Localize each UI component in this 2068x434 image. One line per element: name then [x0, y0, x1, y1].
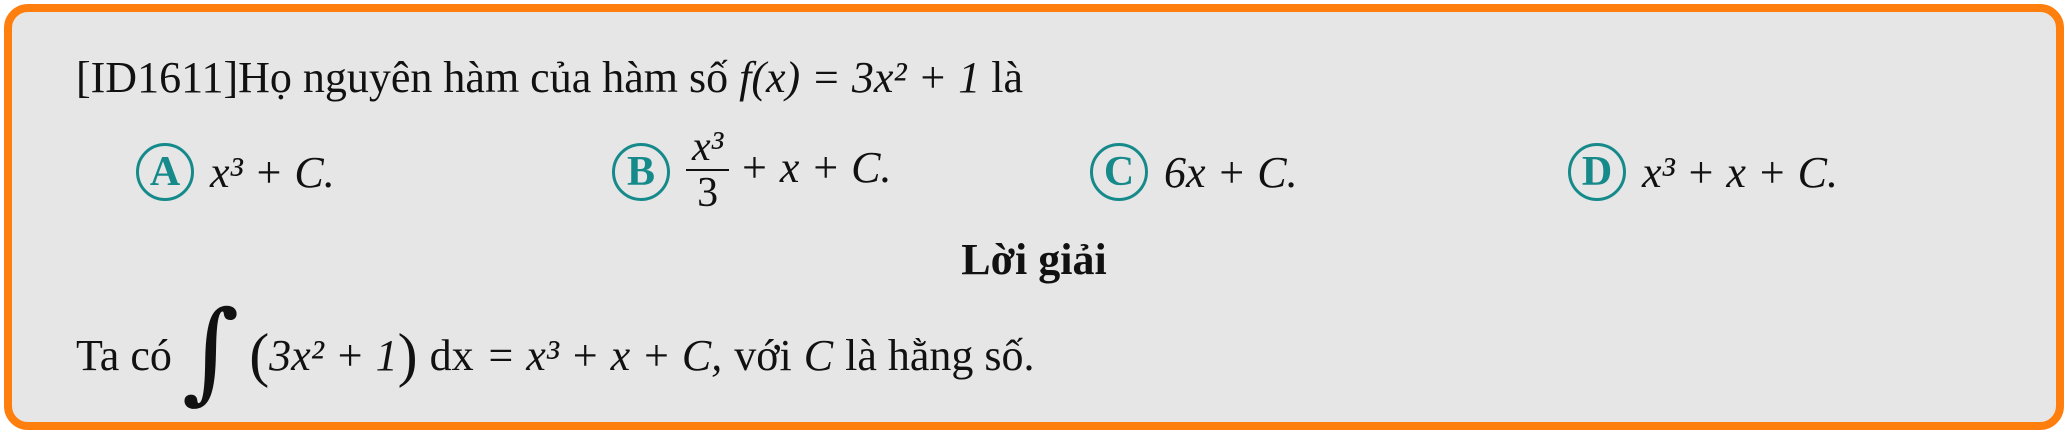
solution-line — [76, 287, 1035, 415]
integral-symbol: ∫ — [181, 287, 240, 415]
option-a-value: x³ + C. — [210, 147, 335, 197]
option-c-letter[interactable]: C — [1090, 143, 1148, 201]
option-b-numerator: x³ — [686, 125, 729, 171]
option-c[interactable] — [1090, 139, 1298, 205]
open-paren: ( — [249, 321, 270, 388]
question-formula: f(x) = 3x² + 1 — [739, 53, 981, 102]
question-ending: là — [991, 53, 1024, 102]
option-b[interactable] — [612, 122, 892, 222]
option-b-rest: + x + C. — [739, 143, 892, 193]
solution-prefix: Ta có — [76, 330, 172, 380]
option-b-fraction — [686, 125, 729, 215]
option-d[interactable] — [1568, 139, 1838, 205]
solution-constant: C — [803, 330, 834, 380]
option-b-value — [686, 123, 892, 217]
solution-result: = x³ + x + C, — [485, 330, 723, 380]
question-text: Họ nguyên hàm của hàm số — [238, 53, 729, 102]
option-d-value: x³ + x + C. — [1642, 147, 1838, 197]
option-a-letter[interactable]: A — [136, 143, 194, 201]
solution-suffix: với — [734, 330, 792, 380]
solution-end: là hằng số. — [845, 330, 1035, 380]
option-d-letter[interactable]: D — [1568, 143, 1626, 201]
close-paren: ) — [397, 321, 418, 388]
question-card — [4, 4, 2064, 430]
option-b-denominator: 3 — [697, 170, 719, 216]
solution-heading: Lời giải — [961, 235, 1107, 284]
option-b-letter[interactable]: B — [612, 143, 670, 201]
option-a[interactable] — [136, 139, 335, 205]
option-c-value: 6x + C. — [1164, 147, 1298, 197]
question-line — [76, 52, 1023, 103]
question-id: [ID1611] — [76, 53, 239, 102]
solution-differential: dx — [429, 330, 474, 380]
solution-integrand: 3x² + 1 — [269, 330, 398, 380]
